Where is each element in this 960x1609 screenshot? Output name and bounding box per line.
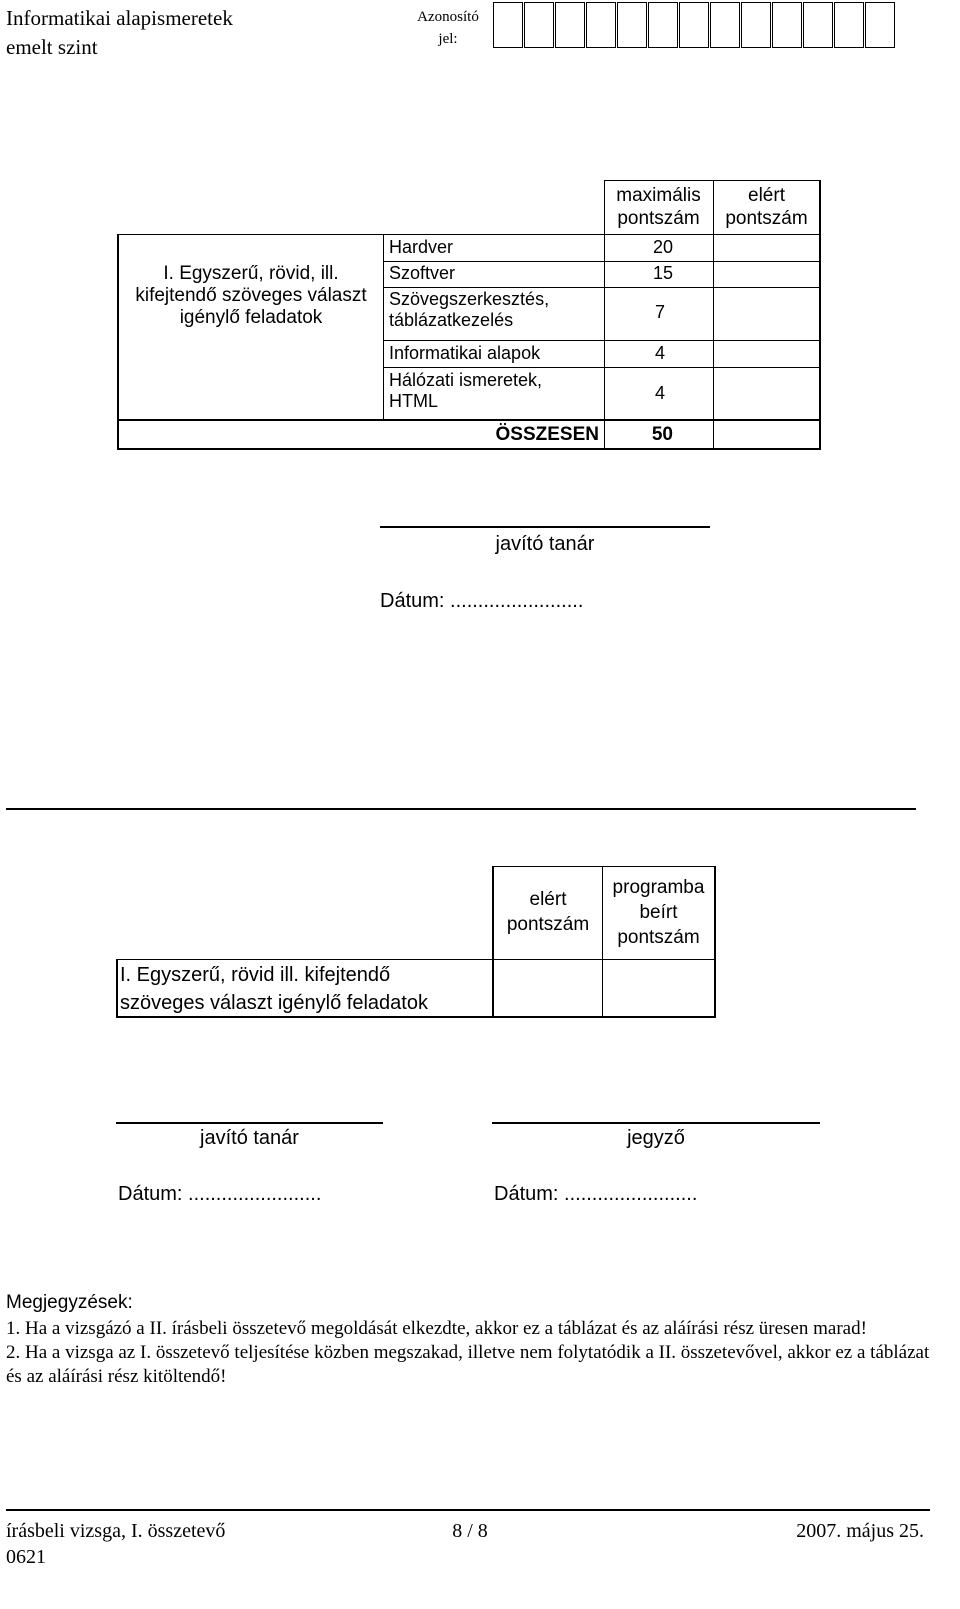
table-border bbox=[117, 234, 820, 235]
id-box[interactable] bbox=[803, 2, 833, 48]
total-achieved-cell[interactable] bbox=[714, 422, 819, 448]
score-table-2 bbox=[116, 866, 716, 1018]
col-header-program: programba beírt pontszám bbox=[612, 877, 705, 948]
table-border bbox=[383, 340, 820, 341]
header-title bbox=[6, 4, 233, 62]
subject-title: Informatikai alapismeretek bbox=[6, 6, 233, 30]
id-box[interactable] bbox=[524, 2, 554, 48]
signature-line bbox=[380, 526, 710, 528]
id-label bbox=[408, 6, 488, 50]
level-title: emelt szint bbox=[6, 35, 98, 59]
table-border bbox=[714, 866, 716, 1018]
row-label-szovegszerkesztes: Szövegszerkesztés, táblázatkezelés bbox=[389, 289, 550, 330]
id-box[interactable] bbox=[772, 2, 802, 48]
section-label: I. Egyszerű, rövid, ill. kifejtendő szöveges választ igénylő feladatok bbox=[135, 263, 367, 328]
row-label-szoftver: Szoftver bbox=[389, 263, 456, 283]
section-divider bbox=[6, 808, 916, 810]
id-box[interactable] bbox=[555, 2, 585, 48]
signature-line-notary bbox=[492, 1122, 820, 1124]
achieved-score-cell[interactable] bbox=[494, 960, 602, 1016]
id-box[interactable] bbox=[617, 2, 647, 48]
table-border bbox=[819, 180, 821, 450]
notes bbox=[6, 1291, 936, 1389]
table-border bbox=[383, 367, 820, 368]
id-label-line2: jel: bbox=[438, 31, 458, 47]
total-max: 50 bbox=[651, 424, 673, 445]
score-table-1 bbox=[117, 180, 820, 450]
table-border bbox=[604, 180, 820, 181]
col-header-achieved: elért pontszám bbox=[506, 889, 590, 935]
id-box[interactable] bbox=[741, 2, 771, 48]
corrector-label: javító tanár bbox=[495, 533, 595, 555]
table-border bbox=[383, 261, 820, 262]
total-label: ÖSSZESEN bbox=[495, 424, 599, 445]
corrector-label: javító tanár bbox=[200, 1127, 299, 1149]
section-label: I. Egyszerű, rövid ill. kifejtendő szöveges választ igénylő feladatok bbox=[120, 964, 428, 1014]
notes-title: Megjegyzések: bbox=[6, 1292, 133, 1313]
col-header-max: maximális pontszám bbox=[616, 185, 701, 229]
row-label-hardver: Hardver bbox=[389, 237, 454, 257]
footer-left bbox=[6, 1518, 225, 1570]
row-max-hardver: 20 bbox=[652, 237, 673, 257]
id-box[interactable] bbox=[493, 2, 523, 48]
table-border bbox=[383, 287, 820, 288]
note-2: 2. Ha a vizsga az I. összetevő teljesítése közben megszakad, illetve nem folytatódik a II. összetevővel, akkor ez a táblázat és az aláírási rész kitöltendő! bbox=[6, 1342, 930, 1387]
table-border bbox=[493, 866, 715, 867]
signature-line-corrector bbox=[116, 1122, 383, 1124]
notary-label: jegyző bbox=[627, 1127, 685, 1149]
exam-date: 2007. május 25. bbox=[796, 1520, 924, 1542]
date-field-notary: Dátum: ........................ bbox=[494, 1183, 698, 1205]
id-box[interactable] bbox=[586, 2, 616, 48]
footer-divider bbox=[6, 1509, 930, 1511]
id-boxes bbox=[493, 2, 896, 48]
id-box[interactable] bbox=[710, 2, 740, 48]
row-max-szoftver: 15 bbox=[652, 263, 673, 283]
table-border bbox=[383, 234, 384, 421]
id-box[interactable] bbox=[648, 2, 678, 48]
program-score-cell[interactable] bbox=[603, 960, 714, 1016]
page-number: 8 / 8 bbox=[452, 1520, 488, 1542]
id-box[interactable] bbox=[679, 2, 709, 48]
date-field-corrector: Dátum: ........................ bbox=[118, 1183, 322, 1205]
exam-code: 0621 bbox=[6, 1546, 46, 1568]
exam-type: írásbeli vizsga, I. összetevő bbox=[6, 1520, 226, 1542]
id-box[interactable] bbox=[834, 2, 864, 48]
id-box[interactable] bbox=[865, 2, 895, 48]
row-max-halozati: 4 bbox=[654, 383, 665, 403]
date-field: Dátum: ........................ bbox=[380, 590, 584, 612]
table-border bbox=[116, 959, 118, 1018]
table-border bbox=[117, 448, 820, 450]
row-max-informatikai-alapok: 4 bbox=[654, 343, 665, 363]
note-1: 1. Ha a vizsgázó a II. írásbeli összetevő megoldását elkezdte, akkor ez a táblázat és az aláírási rész üresen marad! bbox=[6, 1318, 867, 1339]
row-max-szovegszerkesztes: 7 bbox=[654, 302, 665, 322]
row-label-informatikai-alapok: Informatikai alapok bbox=[389, 343, 541, 363]
id-label-line1: Azonosító bbox=[417, 9, 479, 25]
row-label-halozati: Hálózati ismeretek, HTML bbox=[389, 370, 543, 411]
col-header-achieved: elért pontszám bbox=[725, 185, 808, 229]
table-border bbox=[117, 419, 820, 421]
